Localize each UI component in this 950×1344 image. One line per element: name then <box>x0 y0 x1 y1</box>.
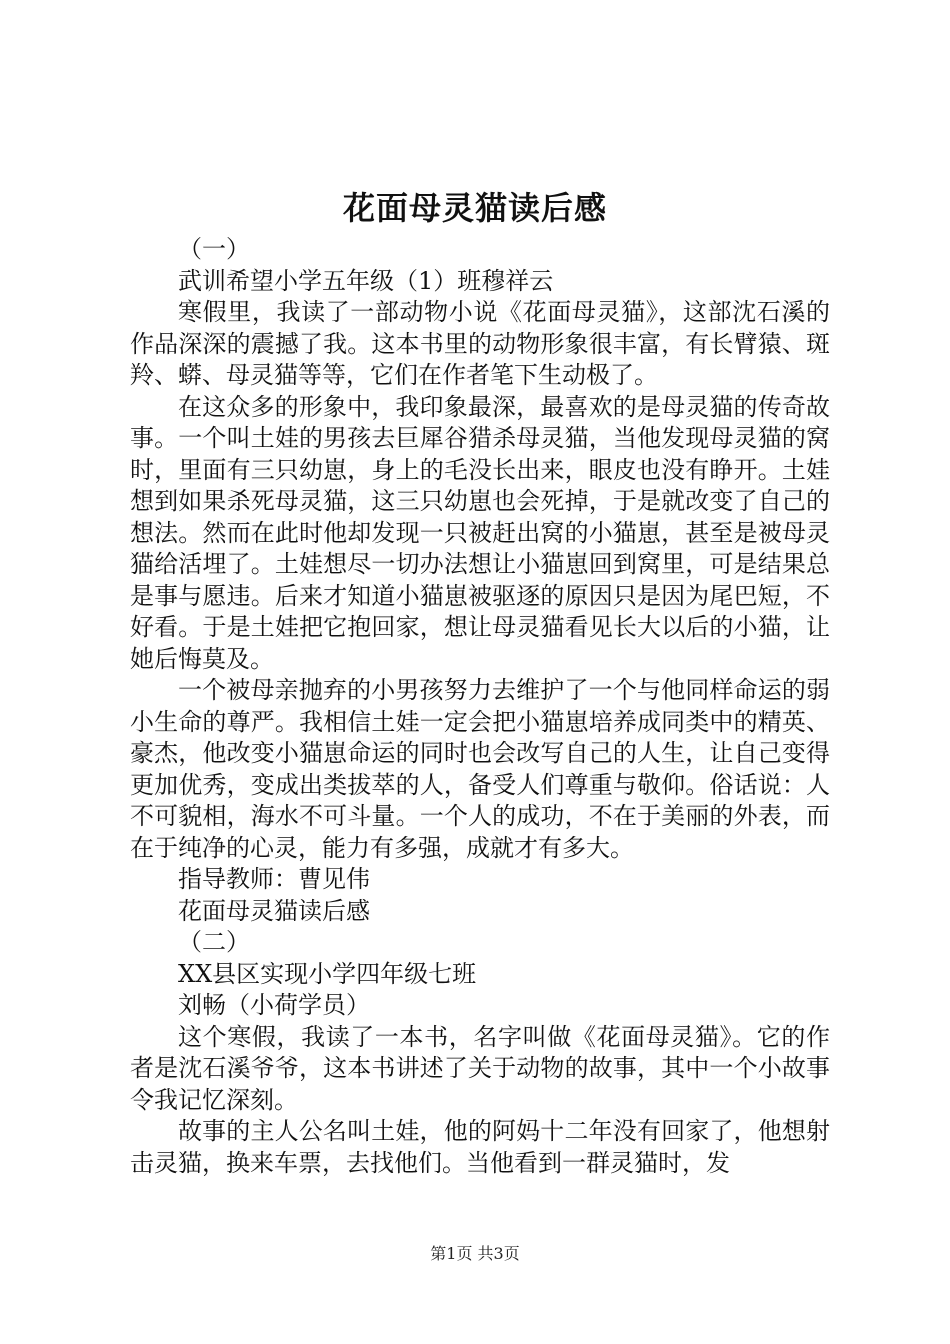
body-paragraph: 这个寒假，我读了一本书，名字叫做《花面母灵猫》。它的作者是沈石溪爷爷，这本书讲述了关于动物的故事，其中一个小故事令我记忆深刻。 <box>130 1022 830 1114</box>
body-paragraph: 在这众多的形象中，我印象最深，最喜欢的是母灵猫的传奇故事。一个叫土娃的男孩去巨犀谷猎杀母灵猫，当他发现母灵猫的窝时，里面有三只幼崽，身上的毛没长出来，眼皮也没有睁开。土娃想到如果杀死母灵猫，这三只幼崽也会死掉，于是就改变了自己的想法。然而在此时他却发现一只被赶出窝的小猫崽，甚至是被母灵猫给活埋了。土娃想尽一切办法想让小猫崽回到窝里，可是结果总是事与愿违。后来才知道小猫崽被驱逐的原因只是因为尾巴短，不好看。于是土娃把它抱回家，想让母灵猫看见长大以后的小猫，让她后悔莫及。 <box>130 392 830 673</box>
section-title: 花面母灵猫读后感 <box>178 896 370 925</box>
body-paragraph: 寒假里，我读了一部动物小说《花面母灵猫》，这部沈石溪的作品深深的震撼了我。这本书里的动物形象很丰富，有长臂猿、斑羚、蟒、母灵猫等等，它们在作者笔下生动极了。 <box>130 298 830 389</box>
page-number: 第1页 共3页 <box>430 1244 520 1263</box>
author-line: 刘畅（小荷学员） <box>178 991 370 1019</box>
section-number: （二） <box>178 928 250 956</box>
school-line: XX县区实现小学四年级七班 <box>178 959 477 988</box>
section-number: （一） <box>178 235 250 263</box>
body-paragraph: 故事的主人公名叫土娃，他的阿妈十二年没有回家了，他想射击灵猫，换来车票，去找他们。当他看到一群灵猫时，发 <box>130 1117 830 1177</box>
author-line: 武训希望小学五年级（1）班穆祥云 <box>178 266 554 295</box>
body-paragraph: 一个被母亲抛弃的小男孩努力去维护了一个与他同样命运的弱小生命的尊严。我相信土娃一定会把小猫崽培养成同类中的精英、豪杰，他改变小猫崽命运的同时也会改写自己的人生，让自己变得更加优秀，变成出类拔萃的人，备受人们尊重与敬仰。俗话说：人不可貌相，海水不可斗量。一个人的成功，不在于美丽的外表，而在于纯净的心灵，能力有多强，成就才有多大。 <box>130 676 830 862</box>
teacher-line: 指导教师：曹见伟 <box>178 865 370 893</box>
document-body <box>130 234 830 1179</box>
document-title: 花面母灵猫读后感 <box>342 189 607 227</box>
